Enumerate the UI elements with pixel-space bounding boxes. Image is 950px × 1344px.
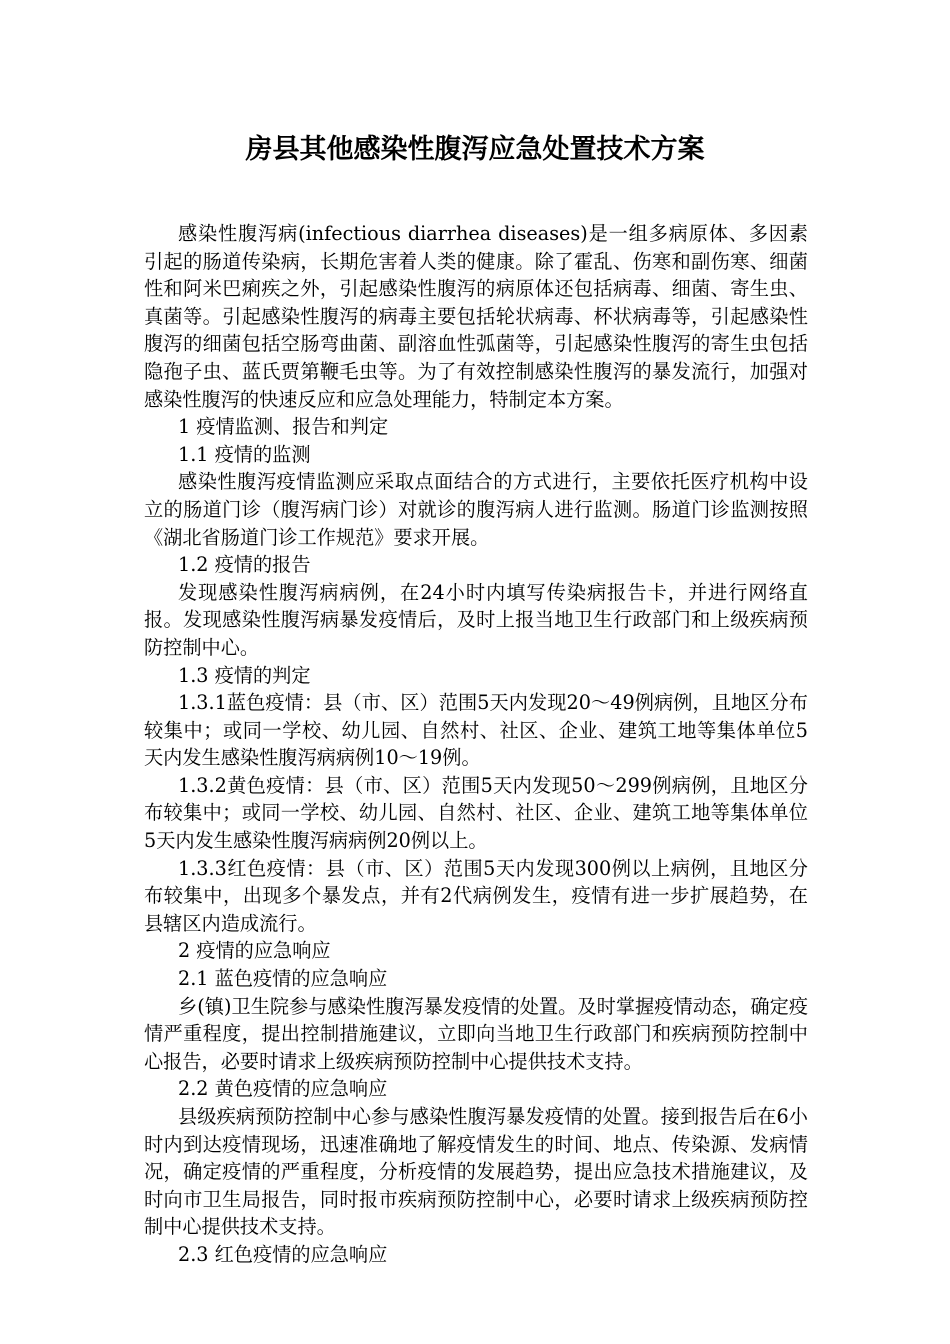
section-heading-2: 2 疫情的应急响应 (178, 939, 331, 963)
paragraph-red-level: 1.3.3红色疫情：县（市、区）范围5天内发现300例以上病例，且地区分布较集中，出现多个暴发点，并有2代病例发生，疫情有进一步扩展趋势，在县辖区内造成流行。 (144, 856, 808, 935)
paragraph-blue-response: 乡(镇)卫生院参与感染性腹泻暴发疫情的处置。及时掌握疫情动态，确定疫情严重程度，提出控制措施建议，立即向当地卫生行政部门和疾病预防控制中心报告，必要时请求上级疾病预防控制中心提供技术支持。 (144, 994, 808, 1073)
intro-paragraph: 感染性腹泻病(infectious diarrhea diseases)是一组多病原体、多因素引起的肠道传染病，长期危害着人类的健康。除了霍乱、伤寒和副伤寒、细菌性和阿米巴痢疾之外，引起感染性腹泻的病原体还包括病毒、细菌、寄生虫、真菌等。引起感染性腹泻的病毒主要包括轮状病毒、杯状病毒等，引起感染性腹泻的细菌包括空肠弯曲菌、副溶血性弧菌等，引起感染性腹泻的寄生虫包括隐孢子虫、蓝氏贾第鞭毛虫等。为了有效控制感染性腹泻的暴发流行，加强对感染性腹泻的快速反应和应急处理能力，特制定本方案。 (144, 222, 808, 411)
paragraph-yellow-level: 1.3.2黄色疫情：县（市、区）范围5天内发现50～299例病例，且地区分布较集中；或同一学校、幼儿园、自然村、社区、企业、建筑工地等集体单位5天内发生感染性腹泻病病例20例以上。 (144, 773, 808, 853)
paragraph-yellow-response: 县级疾病预防控制中心参与感染性腹泻暴发疫情的处置。接到报告后在6小时内到达疫情现场，迅速准确地了解疫情发生的时间、地点、传染源、发病情况，确定疫情的严重程度，分析疫情的发展趋势，提出应急技术措施建议，及时向市卫生局报告，同时报市疾病预防控制中心，必要时请求上级疾病预防控制中心提供技术支持。 (144, 1105, 808, 1239)
document-body (144, 220, 808, 1269)
subsection-heading-1-2: 1.2 疫情的报告 (178, 553, 311, 577)
paragraph-reporting: 发现感染性腹泻病病例，在24小时内填写传染病报告卡，并进行网络直报。发现感染性腹泻病暴发疫情后，及时上报当地卫生行政部门和上级疾病预防控制中心。 (144, 580, 808, 659)
subsection-heading-1-1: 1.1 疫情的监测 (178, 442, 311, 466)
section-heading-1: 1 疫情监测、报告和判定 (178, 415, 389, 439)
subsection-heading-1-3: 1.3 疫情的判定 (178, 663, 311, 687)
document-title: 房县其他感染性腹泻应急处置技术方案 (245, 134, 705, 165)
paragraph-monitoring: 感染性腹泻疫情监测应采取点面结合的方式进行，主要依托医疗机构中设立的肠道门诊（腹泻病门诊）对就诊的腹泻病人进行监测。肠道门诊监测按照《湖北省肠道门诊工作规范》要求开展。 (144, 470, 808, 549)
subsection-heading-2-3: 2.3 红色疫情的应急响应 (178, 1242, 388, 1266)
subsection-heading-2-1: 2.1 蓝色疫情的应急响应 (178, 967, 388, 991)
subsection-heading-2-2: 2.2 黄色疫情的应急响应 (178, 1077, 388, 1101)
paragraph-blue-level: 1.3.1蓝色疫情：县（市、区）范围5天内发现20～49例病例，且地区分布较集中；或同一学校、幼儿园、自然村、社区、企业、建筑工地等集体单位5天内发生感染性腹泻病病例10～19例。 (144, 691, 808, 770)
